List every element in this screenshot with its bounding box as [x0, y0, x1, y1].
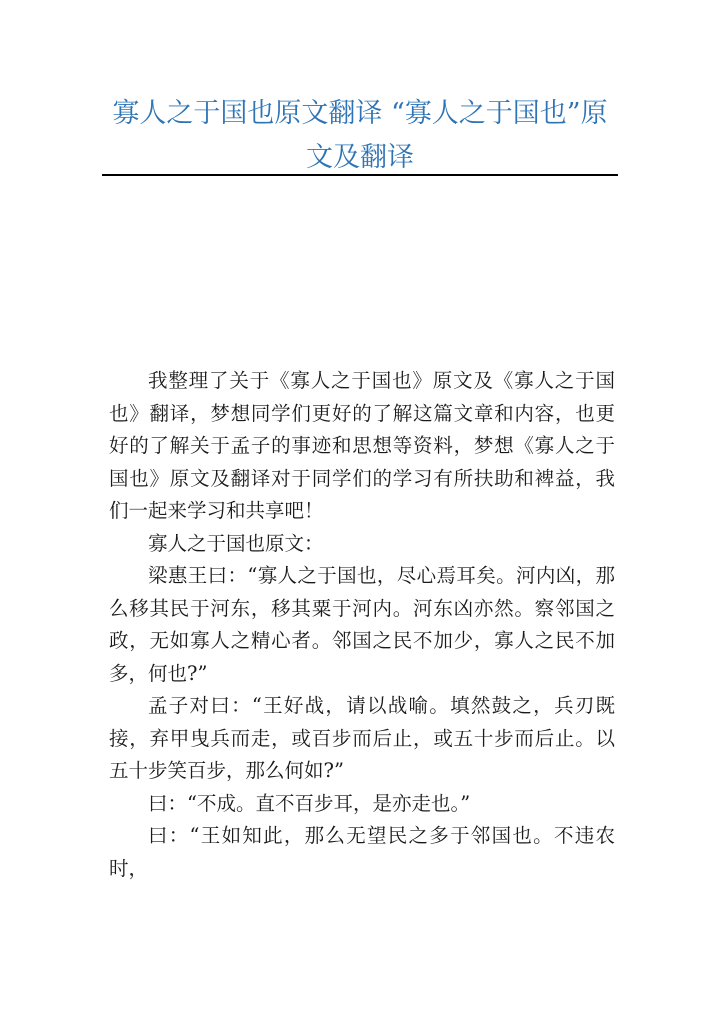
- page-title: 寡人之于国也原文翻译 “寡人之于国也”原文及翻译: [112, 98, 608, 173]
- text-paragraph: 曰：“不成。直不百步耳，是亦走也。”: [148, 791, 471, 815]
- article-body: [109, 365, 615, 885]
- text-paragraph: 孟子对曰：“王好战，请以战喻。填然鼓之，兵刃既接，弃甲曳兵而走，或百步而后止，或五十步而后止。以五十步笑百步，那么何如?”: [109, 694, 615, 782]
- text-paragraph: 梁惠王曰：“寡人之于国也，尽心焉耳矣。河内凶，那么移其民于河东，移其粟于河内。河东凶亦然。察邻国之政，无如寡人之精心者。邻国之民不加少，寡人之民不加多，何也?”: [109, 564, 615, 685]
- text-paragraph: 曰：“王如知此，那么无望民之多于邻国也。不违农时，: [109, 824, 615, 880]
- intro-paragraph: 我整理了关于《寡人之于国也》原文及《寡人之于国也》翻译，梦想同学们更好的了解这篇文章和内容，也更好的了解关于孟子的事迹和思想等资料，梦想《寡人之于国也》原文及翻译对于同学们的学习有所扶助和裨益，我们一起来学习和共享吧！: [109, 369, 615, 522]
- title-divider: [102, 174, 618, 176]
- section-heading: 寡人之于国也原文：: [148, 531, 324, 555]
